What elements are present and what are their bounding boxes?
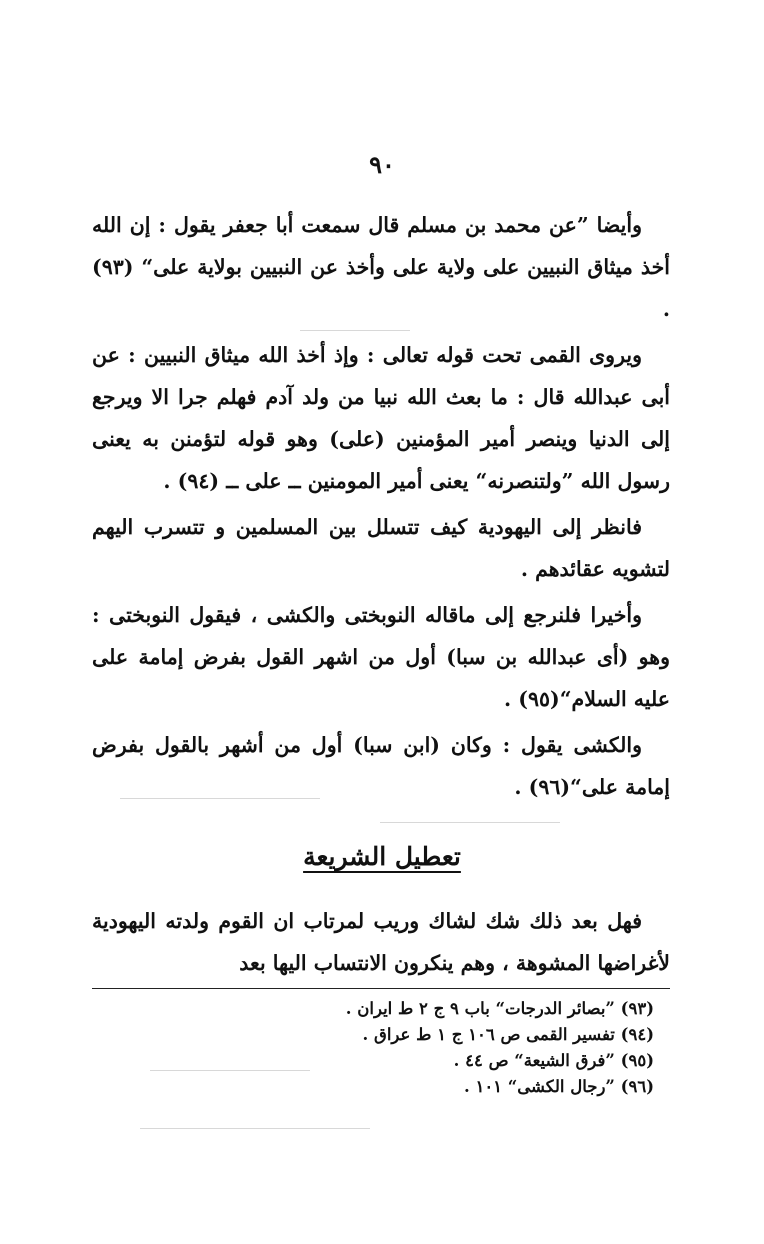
footnote: (٩٥) ”فرق الشيعة“ ص ٤٤ . <box>453 1051 654 1070</box>
paragraph: وأخيرا فلنرجع إلى ماقاله النوبختى والكشى ، فيقول النوبختى : وهو (أى عبدالله بن سبا) أول من اشهر القول بفرض إمامة على عليه السلام“(٩٥) . <box>92 603 670 711</box>
paragraph: فانظر إلى اليهودية كيف تتسلل بين المسلمين و تتسرب اليهم لتشويه عقائدهم . <box>92 515 670 581</box>
footnote-divider <box>92 988 670 989</box>
scan-speck <box>300 330 410 331</box>
scan-speck <box>140 1128 370 1129</box>
paragraph: وأيضا ”عن محمد بن مسلم قال سمعت أبا جعفر يقول : إن الله أخذ ميثاق النبيين على ولاية على وأخذ عن النبيين بولاية على“ (٩٣) . <box>92 213 670 321</box>
scan-speck <box>380 822 560 823</box>
footnotes <box>92 996 654 1100</box>
closing-text <box>92 900 670 984</box>
paragraph: فهل بعد ذلك شك لشاك وريب لمرتاب ان القوم ولدته اليهودية لأغراضها المشوهة ، وهم ينكرون الانتساب اليها بعد <box>92 909 670 975</box>
section-heading: تعطيل الشريعة <box>303 842 461 871</box>
page-number: ٩٠ <box>369 150 395 179</box>
main-text <box>92 204 670 808</box>
paragraph: ويروى القمى تحت قوله تعالى : وإذ أخذ الله ميثاق النبيين : عن أبى عبدالله قال : ما بعث الله نبيا من ولد آدم فهلم جرا الا ويرجع إلى الدنيا وينصر أمير المؤمنين (على) وهو قوله لتؤمنن به يعنى رسول الله ”ولتنصرنه“ يعنى أمير المومنين ــ على ــ (٩٤) . <box>92 343 670 493</box>
footnote: (٩٤) تفسير القمى ص ١٠٦ ج ١ ط عراق . <box>362 1025 654 1044</box>
scan-speck <box>150 1070 310 1071</box>
scan-speck <box>120 798 320 799</box>
footnote: (٩٣) ”بصائر الدرجات“ باب ٩ ج ٢ ط ايران . <box>345 999 654 1018</box>
paragraph: والكشى يقول : وكان (ابن سبا) أول من أشهر بالقول بفرض إمامة على“(٩٦) . <box>92 733 670 799</box>
footnote: (٩٦) ”رجال الكشى“ ١٠١ . <box>463 1077 654 1096</box>
